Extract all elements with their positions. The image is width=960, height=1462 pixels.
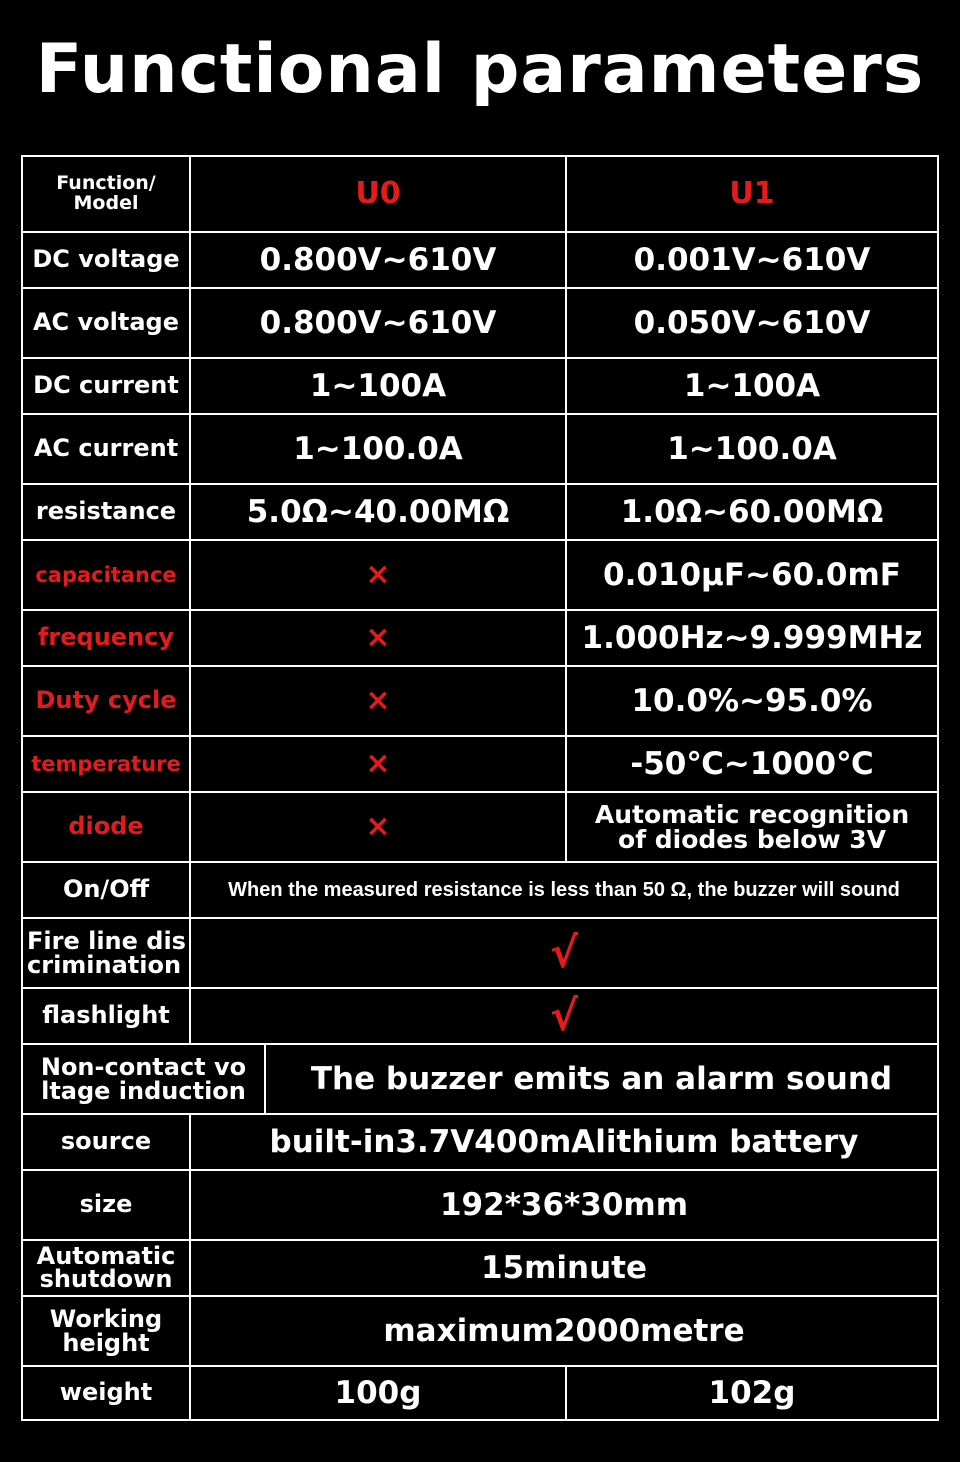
shared-value: When the measured resistance is less than 50 Ω, the buzzer will sound [189, 863, 937, 917]
row-label: capacitance [35, 562, 177, 587]
u0-value: 1~100.0A [189, 415, 565, 483]
row-label: Working height [49, 1305, 163, 1357]
u1-value: 1.000Hz~9.999MHz [565, 611, 937, 665]
table-row-weight [23, 1365, 937, 1419]
u1-value: 102g [565, 1367, 937, 1419]
header-u0: U0 [189, 157, 565, 231]
table-row-auto-shutdown [23, 1239, 937, 1295]
u0-value: 0.800V~610V [189, 289, 565, 357]
u1-value: 1.0Ω~60.00MΩ [565, 485, 937, 539]
row-label: frequency [37, 623, 175, 652]
row-label: temperature [31, 751, 181, 776]
not-supported-icon: × [189, 737, 565, 791]
u1-value: 0.050V~610V [565, 289, 937, 357]
row-label: diode [68, 812, 144, 841]
table-row-resistance [23, 483, 937, 539]
table-row-capacitance [23, 539, 937, 609]
table-row-diode [23, 791, 937, 861]
row-label: size [79, 1190, 133, 1219]
shared-value: maximum2000metre [189, 1297, 937, 1365]
u1-value: 0.001V~610V [565, 233, 937, 287]
u1-value: 1~100.0A [565, 415, 937, 483]
u0-value: 100g [189, 1367, 565, 1419]
not-supported-icon: × [189, 793, 565, 861]
u1-value: 0.010μF~60.0mF [565, 541, 937, 609]
row-label: Non-contact vo ltage induction [40, 1053, 247, 1105]
table-row-temperature [23, 735, 937, 791]
table-row-frequency [23, 609, 937, 665]
row-label: weight [59, 1378, 153, 1407]
u0-value: 5.0Ω~40.00MΩ [189, 485, 565, 539]
table-row-ac-current [23, 413, 937, 483]
table-row-source [23, 1113, 937, 1169]
u1-value: Automatic recognition of diodes below 3V [565, 793, 937, 861]
shared-value: built-in3.7V400mAlithium battery [189, 1115, 937, 1169]
row-label: AC voltage [32, 308, 180, 337]
u1-value: -50℃~1000℃ [565, 737, 937, 791]
table-row-size [23, 1169, 937, 1239]
supported-check-icon: √ [189, 989, 937, 1043]
u0-value: 1~100A [189, 359, 565, 413]
u0-value: 0.800V~610V [189, 233, 565, 287]
table-row-on-off [23, 861, 937, 917]
table-row-ncv [23, 1043, 937, 1113]
table-header-row [23, 157, 937, 231]
table-row-dc-current [23, 357, 937, 413]
not-supported-icon: × [189, 611, 565, 665]
table-row-duty-cycle [23, 665, 937, 735]
table-row-fire-line [23, 917, 937, 987]
row-label: resistance [35, 497, 177, 526]
header-function-model: Function/ Model [56, 172, 156, 214]
row-label: On/Off [62, 875, 150, 904]
page-title: Functional parameters [35, 30, 925, 109]
row-label: source [60, 1127, 152, 1156]
table-row-ac-voltage [23, 287, 937, 357]
parameters-table [21, 155, 939, 1421]
table-row-flashlight [23, 987, 937, 1043]
row-label: DC current [33, 371, 179, 400]
u1-value: 1~100A [565, 359, 937, 413]
not-supported-icon: × [189, 541, 565, 609]
header-u1: U1 [565, 157, 937, 231]
row-label: DC voltage [32, 245, 180, 274]
row-label: Duty cycle [35, 686, 177, 715]
not-supported-icon: × [189, 667, 565, 735]
row-label: AC current [33, 434, 179, 463]
shared-value: The buzzer emits an alarm sound [264, 1045, 937, 1113]
u1-value: 10.0%~95.0% [565, 667, 937, 735]
row-label: Automatic shutdown [36, 1242, 176, 1293]
shared-value: 192*36*30mm [189, 1171, 937, 1239]
shared-value: 15minute [189, 1241, 937, 1295]
supported-check-icon: √ [189, 919, 937, 987]
row-label: flashlight [42, 1001, 170, 1030]
row-label: Fire line dis crimination [27, 927, 186, 979]
table-row-working-height [23, 1295, 937, 1365]
table-row-dc-voltage [23, 231, 937, 287]
